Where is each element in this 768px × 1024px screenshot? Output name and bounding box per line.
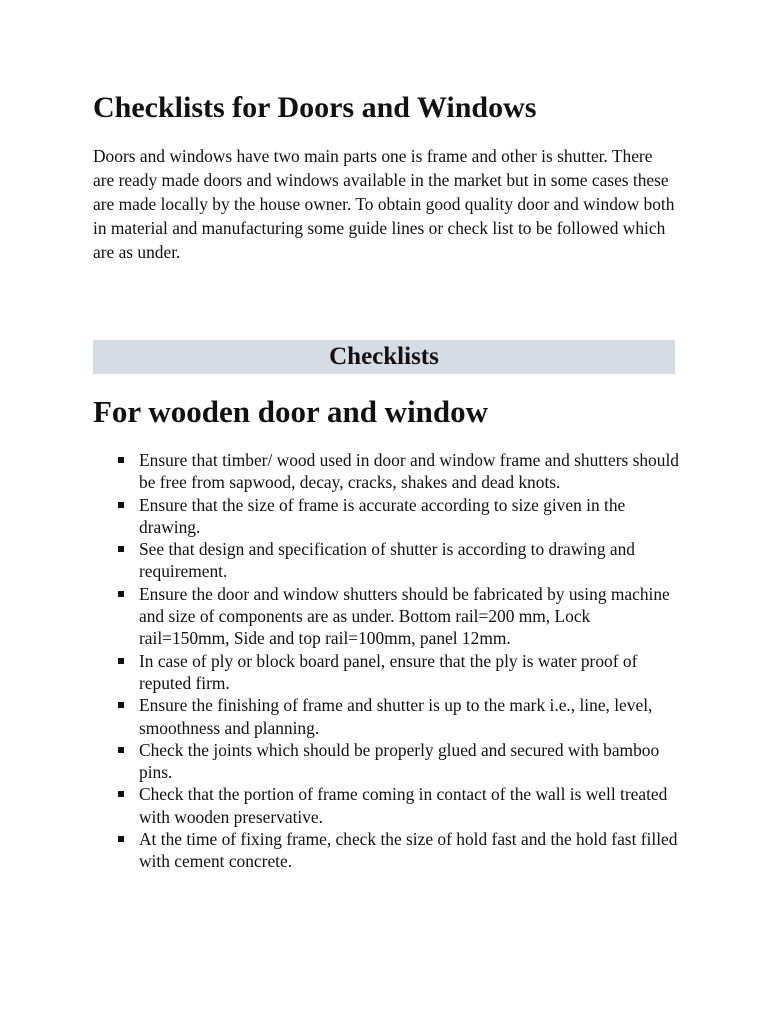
checklist-item [139, 739, 679, 784]
square-bullet-icon [118, 457, 124, 463]
checklist-item-text: Check the joints which should be properly glued and secured with bamboo pins. [139, 739, 660, 783]
checklist-item-text: Ensure that timber/ wood used in door and window frame and shutters should be free from sapwood, decay, cracks, shakes and dead knots. [139, 450, 679, 493]
checklist [139, 449, 679, 873]
square-bullet-icon [118, 591, 124, 597]
checklists-band [93, 340, 675, 374]
checklist-item-text: At the time of fixing frame, check the size of hold fast and the hold fast filled with cement concrete. [139, 829, 678, 872]
square-bullet-icon [118, 658, 124, 664]
square-bullet-icon [118, 546, 124, 552]
checklist-item [139, 538, 679, 583]
square-bullet-icon [118, 791, 124, 797]
checklist-item-text: Check that the portion of frame coming in contact of the wall is well treated with wooden preservative. [139, 784, 668, 827]
checklist-item [139, 449, 679, 494]
intro-paragraph: Doors and windows have two main parts one is frame and other is shutter. There are ready made doors and windows available in the market but in some cases these are made locally by the house owner. To obtain good quality door and window both in material and manufacturing some guide lines or check list to be followed which are as under. [93, 146, 675, 262]
checklist-item [139, 650, 679, 695]
square-bullet-icon [118, 836, 124, 842]
document-title: Checklists for Doors and Windows [93, 91, 537, 124]
checklist-item [139, 494, 679, 539]
checklist-item [139, 694, 679, 739]
square-bullet-icon [118, 702, 124, 708]
checklist-item-text: Ensure the door and window shutters should be fabricated by using machine and size of components are as under. Bottom rail=200 mm, Lock rail=150mm, Side and top rail=100mm, panel 12mm. [139, 583, 670, 649]
checklists-heading: Checklists [329, 343, 439, 370]
checklist-item-text: See that design and specification of shutter is according to drawing and requirement. [139, 539, 635, 582]
checklist-item-text: In case of ply or block board panel, ensure that the ply is water proof of reputed firm. [139, 650, 638, 693]
square-bullet-icon [118, 502, 124, 508]
section-heading: For wooden door and window [93, 394, 489, 429]
checklist-item [139, 783, 679, 828]
square-bullet-icon [118, 747, 124, 753]
checklist-item-text: Ensure the finishing of frame and shutter is up to the mark i.e., line, level, smoothness and planning. [139, 695, 653, 738]
checklist-item-text: Ensure that the size of frame is accurate according to size given in the drawing. [139, 494, 626, 537]
checklist-item [139, 828, 679, 873]
checklist-item [139, 583, 679, 650]
